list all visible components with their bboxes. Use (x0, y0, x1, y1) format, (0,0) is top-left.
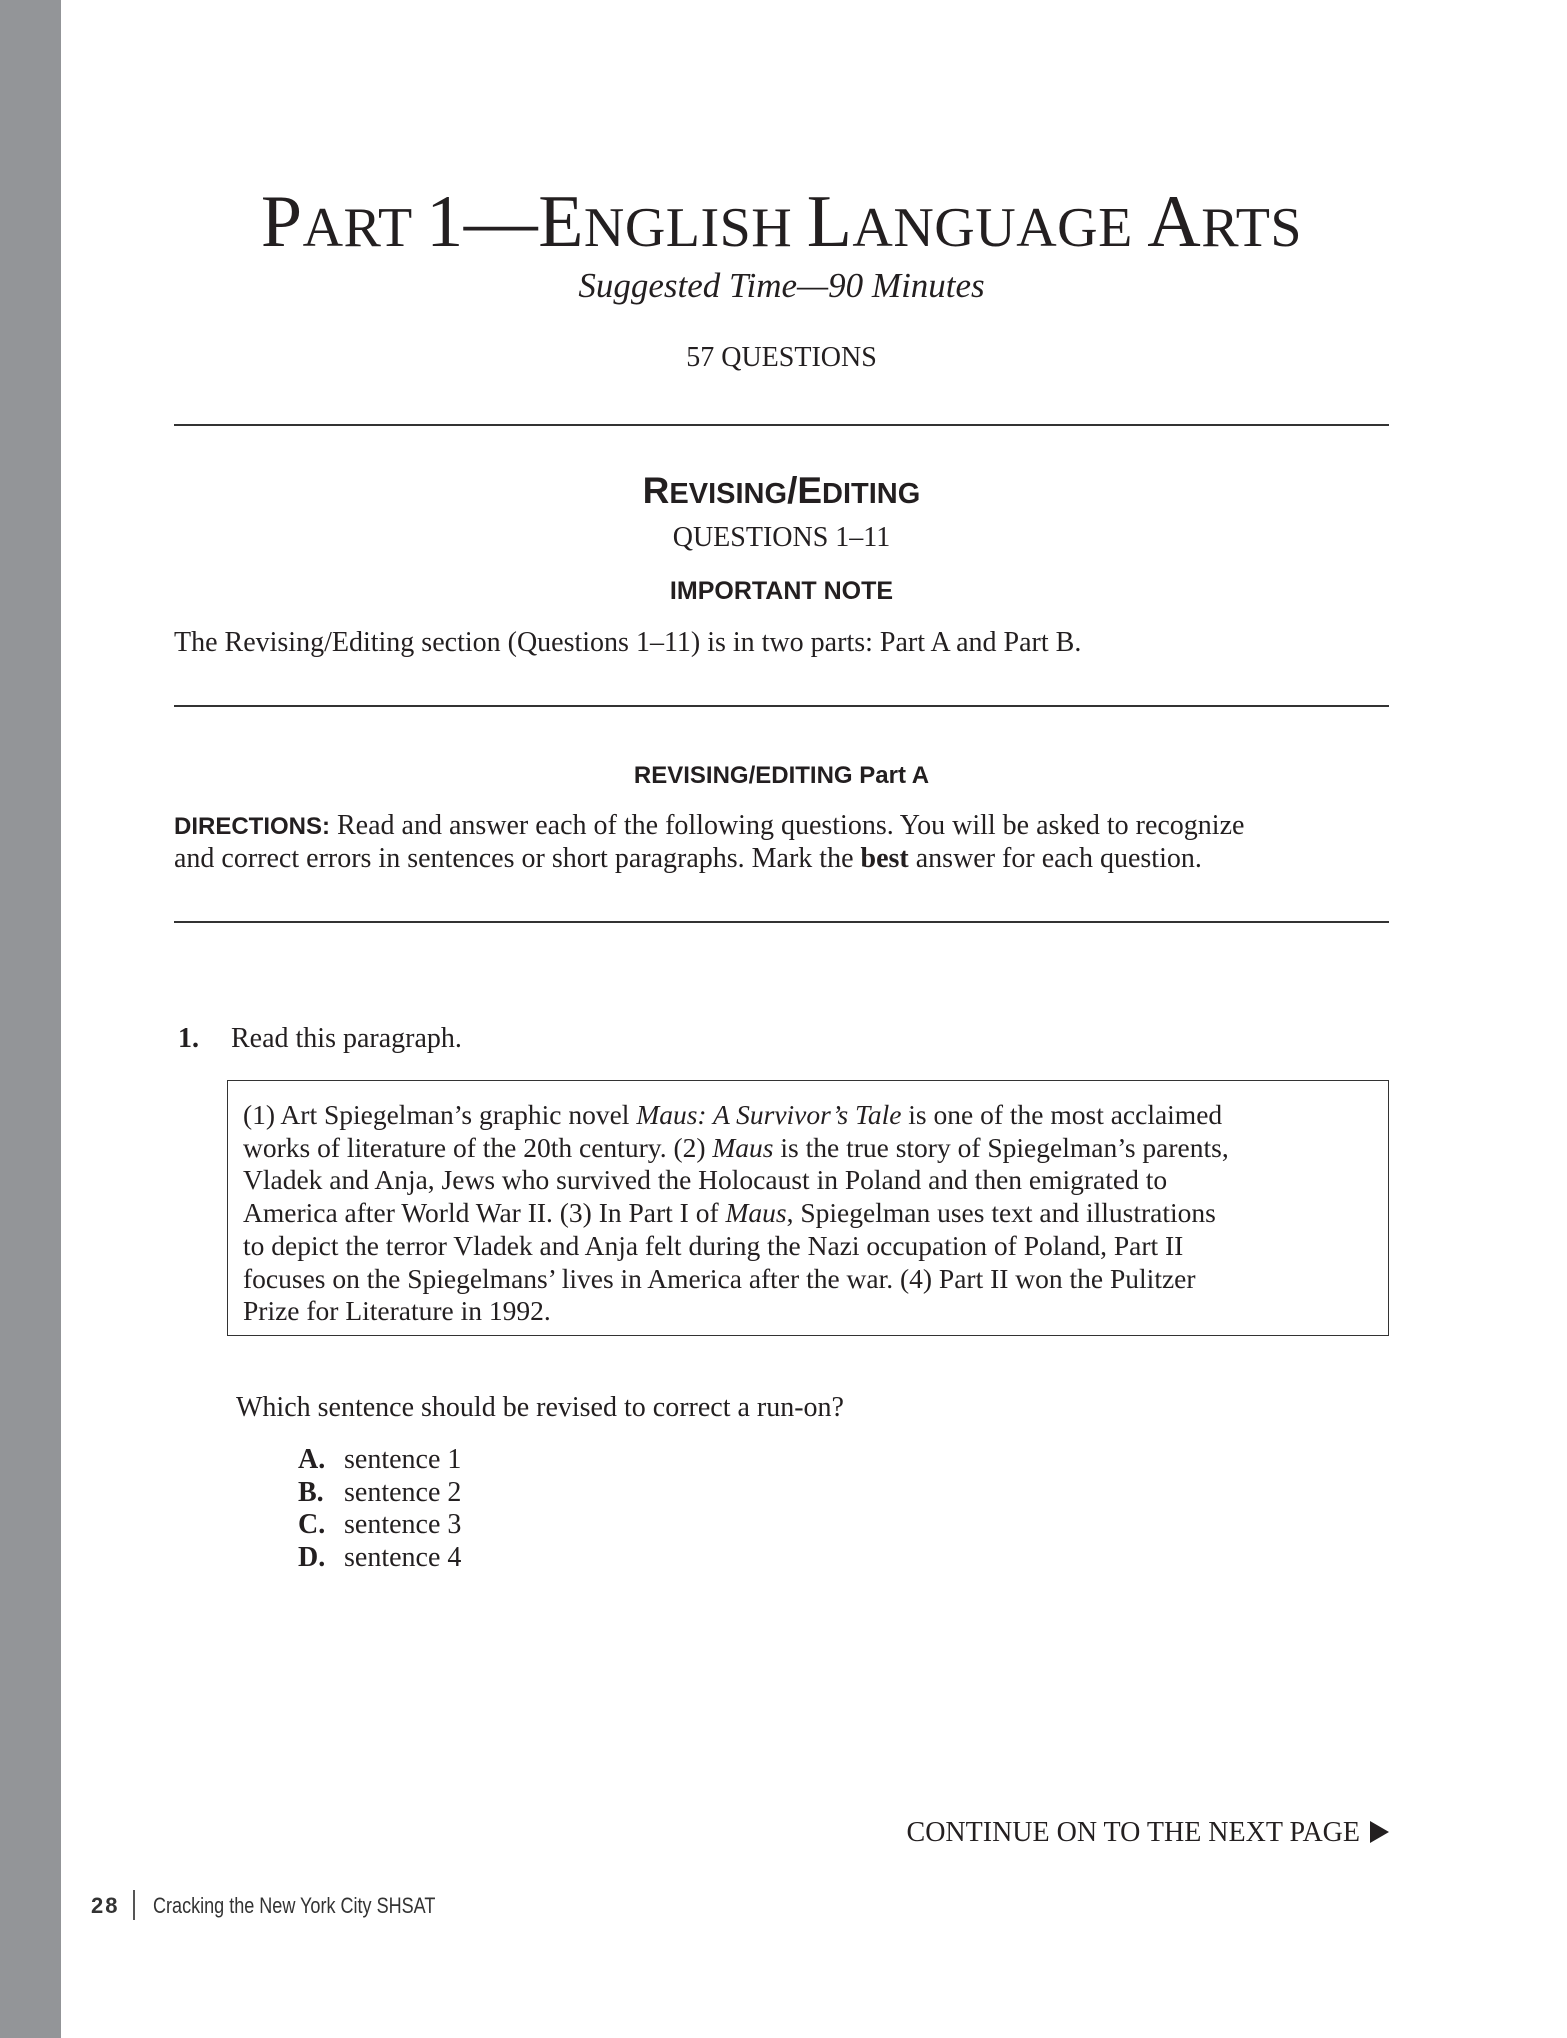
continue-notice (907, 1817, 1389, 1849)
passage-text: to depict the terror Vladek and Anja felt during the Nazi occupation of Poland, Part II (243, 1229, 1184, 1261)
passage-text: Prize for Literature in 1992. (243, 1295, 551, 1327)
option-letter: C. (298, 1509, 326, 1541)
important-note-label: IMPORTANT NOTE (669, 577, 894, 605)
title-smallcaps: ART (302, 197, 427, 259)
divider (174, 921, 1389, 923)
part-a-heading: REVISING/EDITING Part A (633, 762, 930, 789)
option-text: sentence 2 (344, 1476, 462, 1508)
right-triangle-icon (1370, 1821, 1389, 1843)
passage-line (243, 1197, 1216, 1229)
passage-box (227, 1080, 1389, 1336)
title-smallcaps: NGLISH (583, 197, 807, 259)
passage-text: is one of the most acclaimed (901, 1099, 1223, 1130)
title-char: P (260, 181, 303, 263)
directions-text: Read and answer each of the following questions. You will be asked to recognize (330, 810, 1245, 841)
option-text: sentence 3 (344, 1509, 462, 1541)
option-text: sentence 4 (344, 1542, 462, 1574)
page-edge-band (0, 0, 61, 2038)
option-letter: B. (298, 1476, 324, 1508)
passage-text: focuses on the Spiegelmans’ lives in America after the war. (4) Part II won the Pulitzer (243, 1262, 1196, 1294)
page-number: 28 (91, 1893, 120, 1918)
section-heading (174, 470, 1389, 512)
answer-option[interactable] (298, 1444, 461, 1476)
passage-text: (1) Art Spiegelman’s graphic novel (243, 1099, 637, 1130)
title-smallcaps: EVISING (669, 478, 788, 510)
title-char: /E (787, 470, 823, 511)
answer-option[interactable] (298, 1542, 461, 1574)
title-char: L (806, 181, 853, 263)
title-smallcaps: ANGUAGE (852, 197, 1148, 259)
footer-separator (133, 1890, 135, 1920)
passage-text: Maus (712, 1131, 774, 1163)
passage-text: , Spiegelman uses text and illustrations (786, 1197, 1216, 1229)
answer-option[interactable] (298, 1477, 461, 1509)
directions-emphasis: best (860, 843, 909, 874)
passage-text: America after World War II. (3) In Part I of (243, 1197, 726, 1229)
passage-line (243, 1295, 551, 1327)
passage-text: Vladek and Anja, Jews who survived the Holocaust in Poland and then emigrated to (243, 1164, 1168, 1196)
passage-line (243, 1099, 1222, 1131)
directions-label: DIRECTIONS: (174, 813, 330, 840)
option-letter: D. (298, 1542, 326, 1574)
important-note-text: The Revising/Editing section (Questions 1–11) is in two parts: Part A and Part B. (174, 627, 1082, 658)
page-footer (91, 1890, 498, 1920)
directions-line-2 (174, 843, 1202, 875)
passage-line (243, 1132, 1229, 1164)
page-title (174, 180, 1389, 265)
passage-text: Maus: A Survivor’s Tale (636, 1099, 902, 1130)
passage-line (243, 1230, 1183, 1262)
title-char: A (1147, 181, 1202, 263)
title-char: R (642, 470, 670, 511)
suggested-time: Suggested Time—90 Minutes (578, 266, 985, 305)
answer-option[interactable] (298, 1509, 461, 1541)
passage-text: is the true story of Spiegelman’s parents, (773, 1131, 1229, 1163)
directions-text: and correct errors in sentences or short paragraphs. Mark the (174, 843, 861, 874)
title-smallcaps: RTS (1201, 197, 1303, 259)
directions-line-1 (174, 810, 1244, 842)
question-prompt: Read this paragraph. (231, 1023, 462, 1054)
question-text: Which sentence should be revised to correct a run-on? (236, 1392, 844, 1423)
continue-text: CONTINUE ON TO THE NEXT PAGE (906, 1817, 1360, 1848)
directions-text: answer for each question. (908, 843, 1202, 874)
question-number: 1. (178, 1023, 199, 1054)
option-letter: A. (298, 1444, 326, 1475)
book-title: Cracking the New York City SHSAT (153, 1893, 436, 1918)
title-smallcaps: DITING (822, 478, 921, 510)
title-char: 1—E (426, 181, 584, 263)
divider (174, 705, 1389, 707)
question-range: QUESTIONS 1–11 (672, 522, 891, 553)
passage-text: works of literature of the 20th century. (2) (243, 1131, 713, 1163)
question-count: 57 QUESTIONS (686, 342, 877, 373)
passage-line (243, 1164, 1167, 1196)
divider (174, 424, 1389, 426)
option-text: sentence 1 (344, 1444, 462, 1475)
passage-text: Maus (725, 1197, 787, 1229)
passage-line (243, 1263, 1196, 1295)
